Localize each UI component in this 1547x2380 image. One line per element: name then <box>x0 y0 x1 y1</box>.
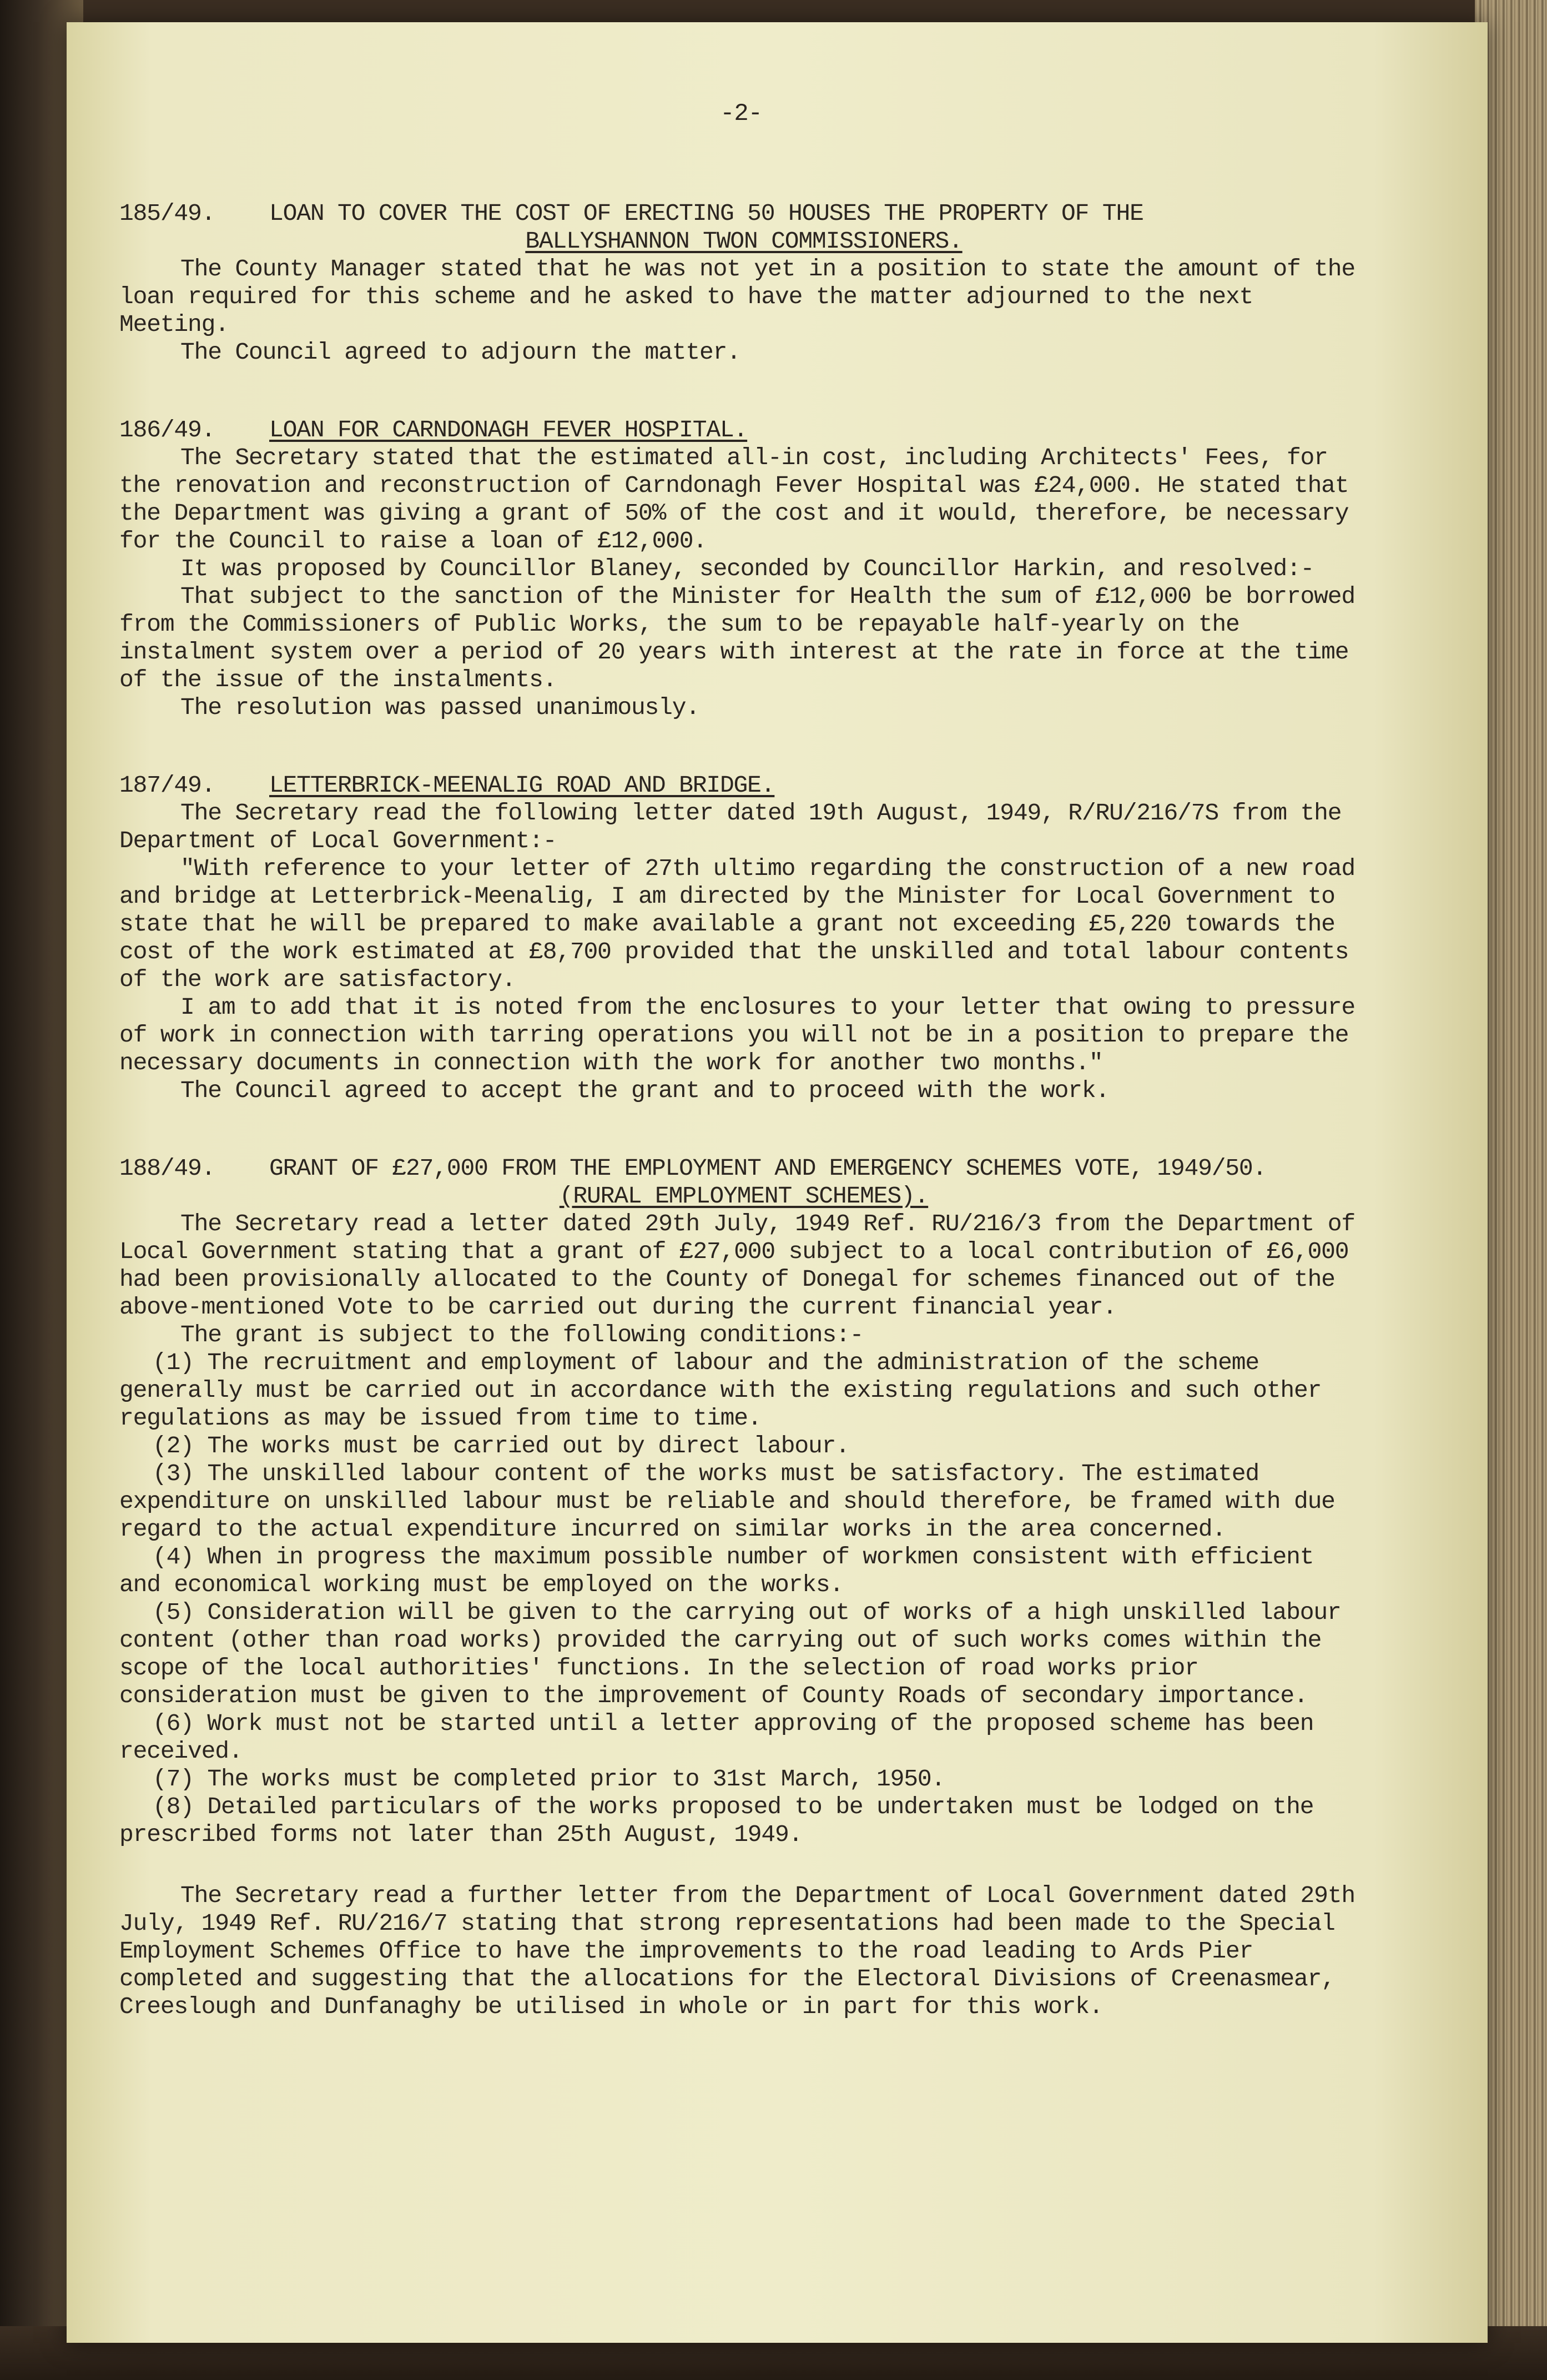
item-number: 185/49. <box>119 200 215 227</box>
paragraph: The Secretary read a letter dated 29th July, 1949 Ref. RU/216/3 from the Department of Local Government stating that a grant of £27,000 subject to a local contribution of £6,000 had been provisionally allocated to the County of Donegal for schemes financed out of the above-mentioned Vote to be carried out during the current financial year. <box>119 1210 1355 1321</box>
paragraph: The Council agreed to adjourn the matter. <box>180 339 740 366</box>
condition-7: (7) The works must be completed prior to 31st March, 1950. <box>153 1765 945 1793</box>
paragraph: I am to add that it is noted from the enclosures to your letter that owing to pressure of work in connection with tarring operations you will not be in a position to prepare the necessary documents in connection with the work for another two months." <box>119 994 1355 1076</box>
paragraph: The County Manager stated that he was not yet in a position to state the amount of the loan required for this scheme and he asked to have the matter adjourned to the next Meeting. <box>119 255 1355 338</box>
item-title: LOAN FOR CARNDONAGH FEVER HOSPITAL. <box>269 416 748 444</box>
item-heading <box>119 1155 1363 1210</box>
paragraph: It was proposed by Councillor Blaney, seconded by Councillor Harkin, and resolved:- <box>180 555 1314 582</box>
paragraph: That subject to the sanction of the Minister for Health the sum of £12,000 be borrowed from the Commissioners of Public Works, the sum to be repayable half-yearly on the instalment system over a period of 20 years with interest at the rate in force at the time of the issue of the instalments. <box>119 583 1355 693</box>
item-title <box>269 1155 1363 1210</box>
item-heading <box>119 772 1363 799</box>
condition-2: (2) The works must be carried out by direct labour. <box>153 1432 849 1460</box>
paragraph: The Secretary stated that the estimated all-in cost, including Architects' Fees, for the renovation and reconstruction of Carndonagh Fever Hospital was £24,000. He stated that the Department was giving a grant of 50% of the cost and it would, therefore, be necessary for the Council to raise a loan of £12,000. <box>119 444 1349 555</box>
page-content <box>119 100 1363 2071</box>
item-heading <box>119 416 1363 444</box>
minute-item-187 <box>119 772 1363 1105</box>
condition-1: (1) The recruitment and employment of labour and the administration of the scheme generally must be carried out in accordance with the existing regulations and such other regulations as may be issued from time to time. <box>119 1349 1322 1432</box>
minute-item-188 <box>119 1155 1363 2021</box>
item-heading <box>119 200 1363 255</box>
item-title-line2: BALLYSHANNON TWON COMMISSIONERS. <box>525 228 963 255</box>
item-number: 186/49. <box>119 416 215 444</box>
condition-6: (6) Work must not be started until a letter approving of the proposed scheme has been received. <box>119 1710 1314 1765</box>
page-number: -2- <box>720 100 762 128</box>
paragraph: The grant is subject to the following conditions:- <box>180 1321 864 1349</box>
condition-8: (8) Detailed particulars of the works proposed to be undertaken must be lodged on the prescribed forms not later than 25th August, 1949. <box>119 1793 1314 1848</box>
paragraph: The Council agreed to accept the grant and to proceed with the work. <box>180 1077 1110 1104</box>
condition-3: (3) The unskilled labour content of the works must be satisfactory. The estimated expenditure on unskilled labour must be reliable and should therefore, be framed with due regard to the actual expenditure incurred on similar works in the area concerned. <box>119 1460 1335 1543</box>
document-page <box>67 22 1488 2343</box>
item-title-line1: GRANT OF £27,000 FROM THE EMPLOYMENT AND EMERGENCY SCHEMES VOTE, 1949/50. <box>269 1155 1267 1182</box>
minute-item-186 <box>119 416 1363 722</box>
paragraph: "With reference to your letter of 27th ultimo regarding the construction of a new road and bridge at Letterbrick-Meenalig, I am directed by the Minister for Local Government to state that he will be prepared to make available a grant not exceeding £5,220 towards the cost of the work estimated at £8,700 provided that the unskilled and total labour contents of the work are satisfactory. <box>119 855 1355 993</box>
item-title-line2: (RURAL EMPLOYMENT SCHEMES). <box>559 1183 929 1210</box>
paragraph: The resolution was passed unanimously. <box>180 694 699 721</box>
condition-5: (5) Consideration will be given to the carrying out of works of a high unskilled labour content (other than road works) provided the carrying out of such works comes within the scope of the local authorities' functions. In the selection of road works prior consideration must be given to the improvement of County Roads of secondary importance. <box>119 1599 1341 1709</box>
item-title-line1: LOAN TO COVER THE COST OF ERECTING 50 HOUSES THE PROPERTY OF THE <box>269 200 1143 227</box>
minute-item-185 <box>119 200 1363 366</box>
item-title <box>269 200 1363 255</box>
item-title: LETTERBRICK-MEENALIG ROAD AND BRIDGE. <box>269 772 775 799</box>
paragraph: The Secretary read the following letter dated 19th August, 1949, R/RU/216/7S from the Department of Local Government:- <box>119 799 1342 854</box>
closing-paragraph: The Secretary read a further letter from the Department of Local Government dated 29th July, 1949 Ref. RU/216/7 stating that strong representations had been made to the Special Employment Schemes Office to have the improvements to the road leading to Ards Pier completed and suggesting that the allocations for the Electoral Divisions of Creenasmear, Creeslough and Dunfanaghy be utilised in whole or in part for this work. <box>119 1882 1355 2020</box>
item-number: 188/49. <box>119 1155 215 1182</box>
condition-4: (4) When in progress the maximum possible number of workmen consistent with efficient and economical working must be employed on the works. <box>119 1543 1314 1598</box>
item-number: 187/49. <box>119 772 215 799</box>
